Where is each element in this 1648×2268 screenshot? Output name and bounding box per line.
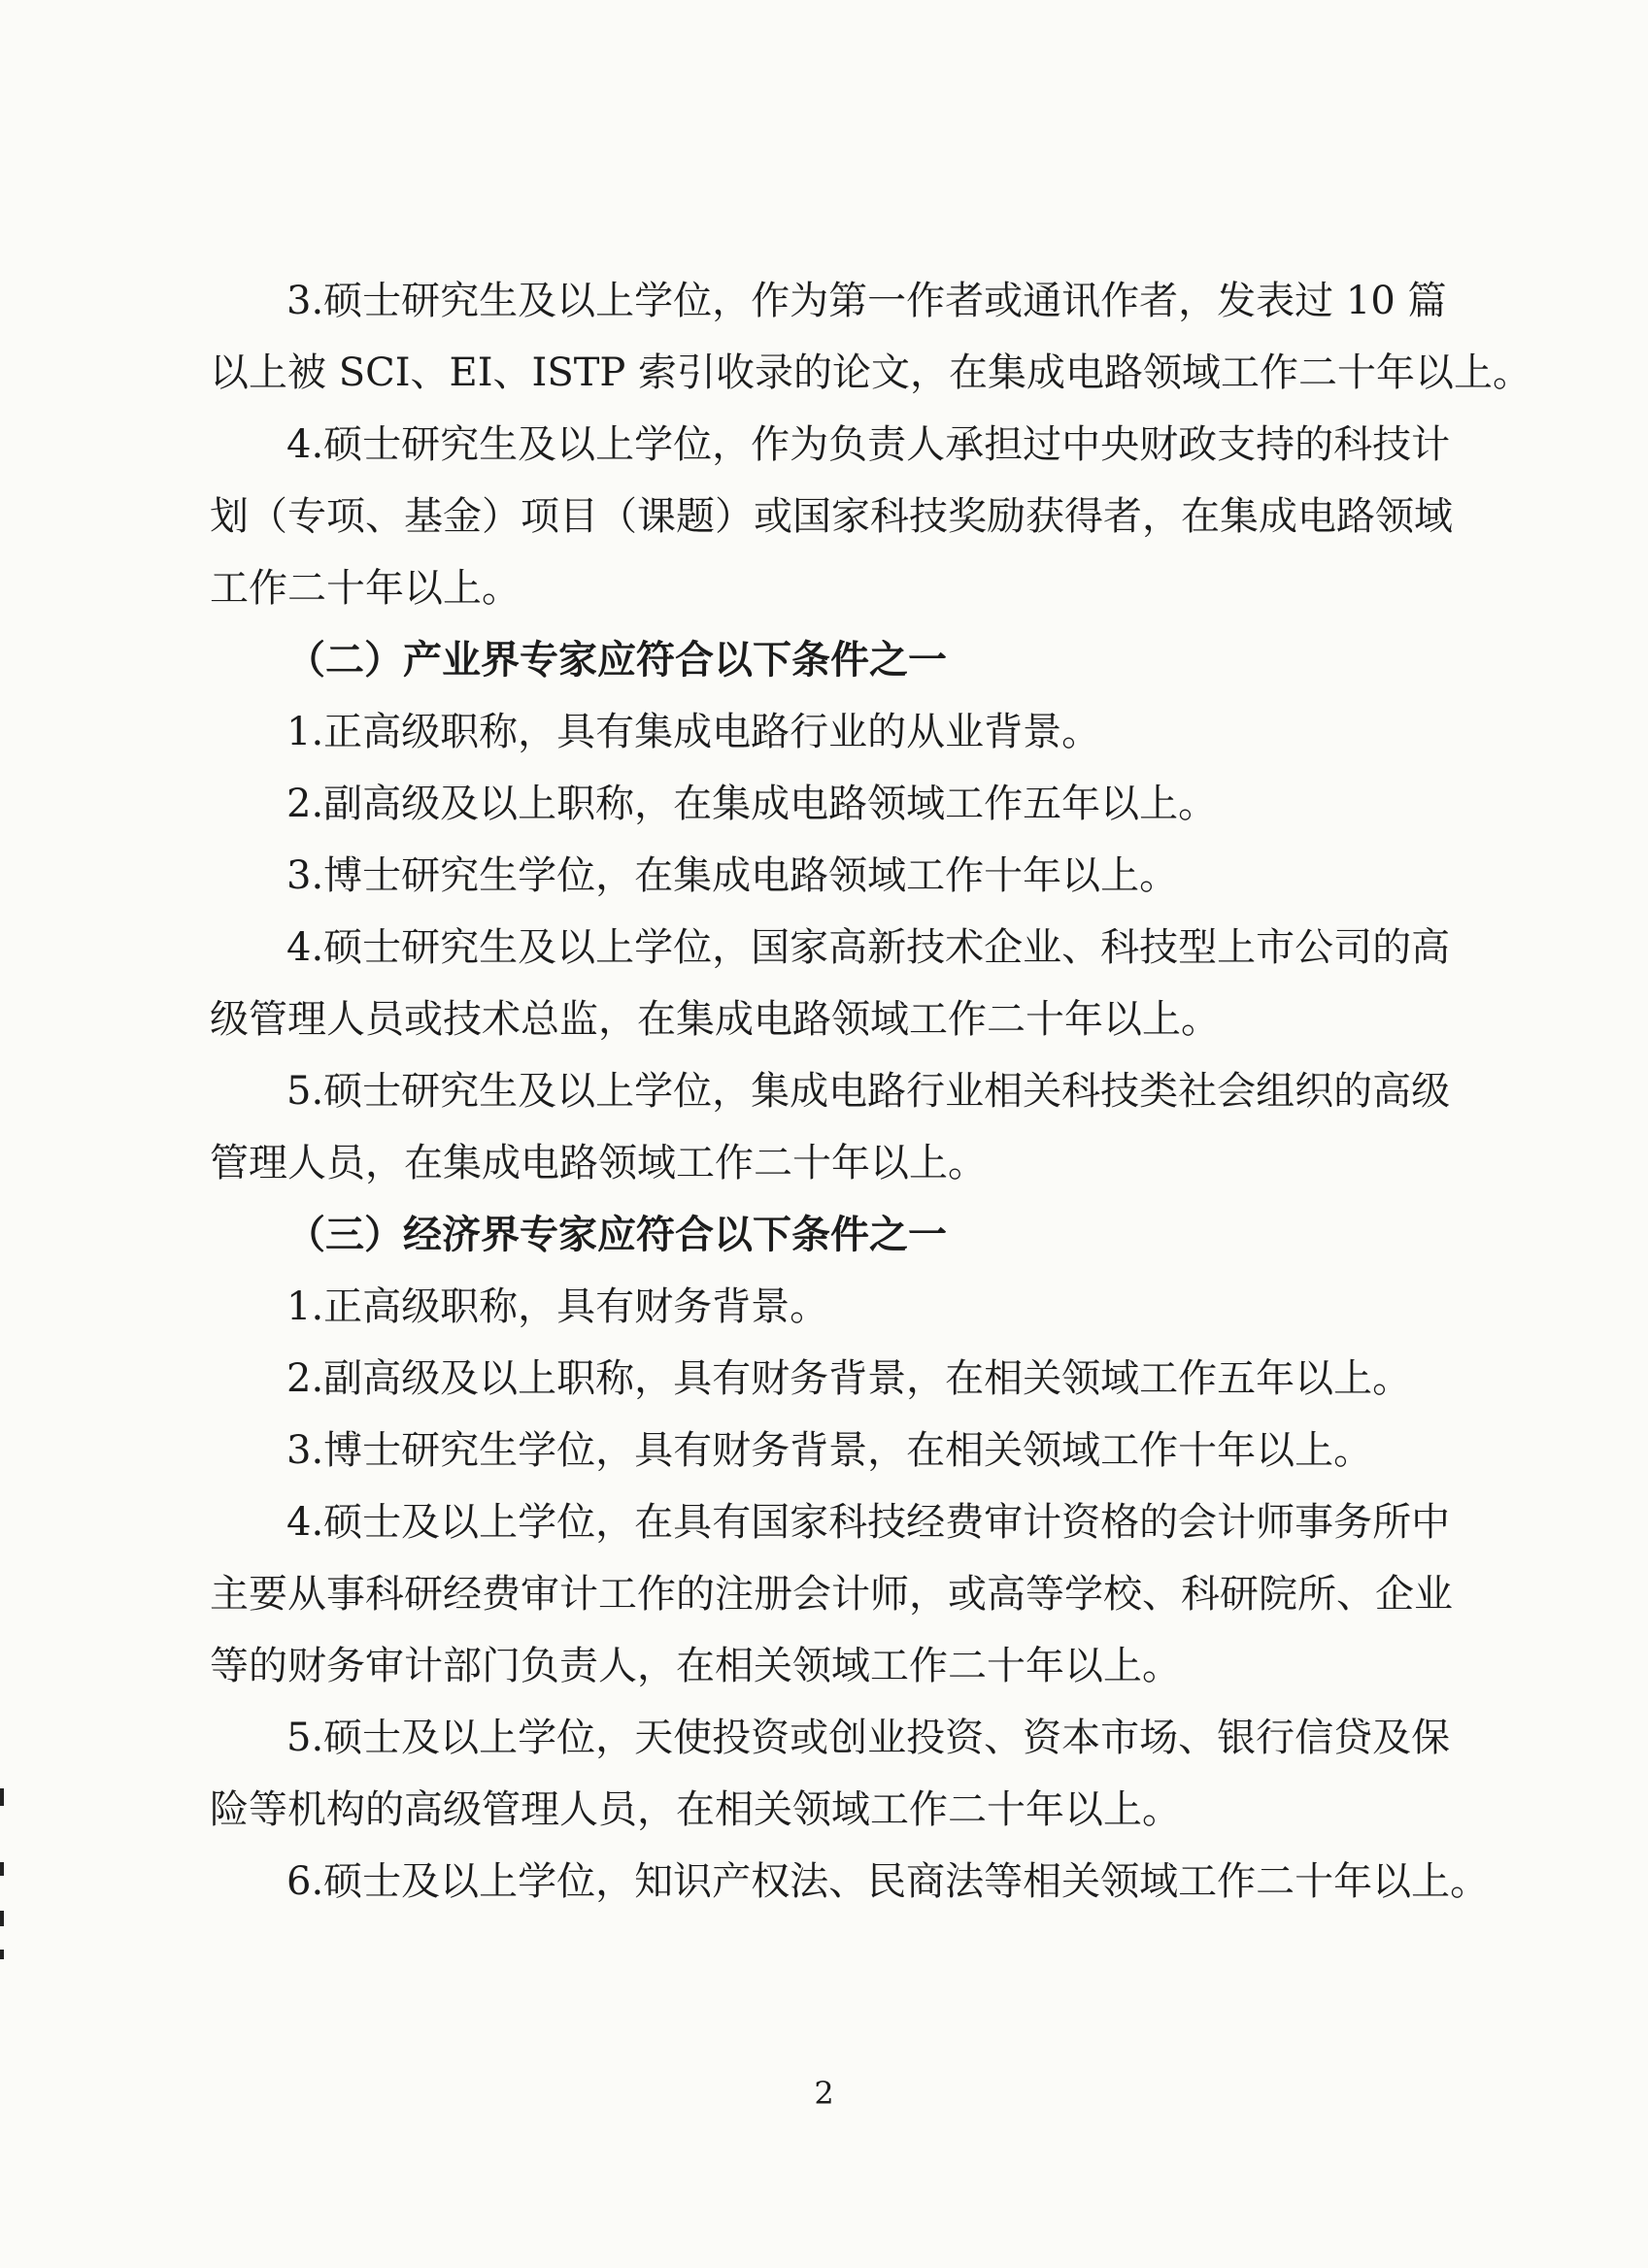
scan-binding-mark: [0, 1950, 4, 1959]
paragraph-line: 险等机构的高级管理人员，在相关领域工作二十年以上。: [210, 1787, 1181, 1832]
paragraph-line: 5.硕士及以上学位，天使投资或创业投资、资本市场、银行信贷及保: [286, 1716, 1451, 1760]
paragraph-line: 2.副高级及以上职称，在集成电路领域工作五年以上。: [286, 782, 1218, 826]
page-number: 2: [814, 2075, 834, 2112]
scan-binding-mark: [0, 1911, 4, 1926]
scan-binding-mark: [0, 1862, 4, 1876]
paragraph-line: 3.博士研究生学位，具有财务背景，在相关领域工作十年以上。: [286, 1428, 1373, 1473]
paragraph-line: 4.硕士研究生及以上学位，作为负责人承担过中央财政支持的科技计: [286, 422, 1451, 467]
paragraph-line: 以上被 SCI、EI、ISTP 索引收录的论文，在集成电路领域工作二十年以上。: [210, 350, 1532, 395]
paragraph-line: 2.副高级及以上职称，具有财务背景，在相关领域工作五年以上。: [286, 1356, 1412, 1401]
section-heading-economic: （三）经济界专家应符合以下条件之一: [286, 1212, 947, 1257]
paragraph-line: 3.硕士研究生及以上学位，作为第一作者或通讯作者，发表过 10 篇: [286, 279, 1447, 323]
paragraph-line: 5.硕士研究生及以上学位，集成电路行业相关科技类社会组织的高级: [286, 1069, 1451, 1114]
paragraph-line: 工作二十年以上。: [210, 566, 521, 611]
paragraph-line: 1.正高级职称，具有集成电路行业的从业背景。: [286, 710, 1101, 754]
paragraph-line: 主要从事科研经费审计工作的注册会计师，或高等学校、科研院所、企业: [210, 1572, 1453, 1617]
paragraph-line: 划（专项、基金）项目（课题）或国家科技奖励获得者，在集成电路领域: [210, 494, 1453, 539]
paragraph-line: 1.正高级职称，具有财务背景。: [286, 1284, 829, 1329]
paragraph-line: 4.硕士及以上学位，在具有国家科技经费审计资格的会计师事务所中: [286, 1500, 1451, 1545]
paragraph-line: 6.硕士及以上学位，知识产权法、民商法等相关领域工作二十年以上。: [286, 1859, 1490, 1904]
section-heading-industry: （二）产业界专家应符合以下条件之一: [286, 637, 947, 683]
scan-binding-mark: [0, 1788, 4, 1806]
paragraph-line: 管理人员，在集成电路领域工作二十年以上。: [210, 1141, 987, 1185]
paragraph-line: 等的财务审计部门负责人，在相关领域工作二十年以上。: [210, 1644, 1181, 1688]
paragraph-line: 级管理人员或技术总监，在集成电路领域工作二十年以上。: [210, 997, 1220, 1042]
paragraph-line: 3.博士研究生学位，在集成电路领域工作十年以上。: [286, 853, 1179, 898]
paragraph-line: 4.硕士研究生及以上学位，国家高新技术企业、科技型上市公司的高: [286, 925, 1451, 970]
